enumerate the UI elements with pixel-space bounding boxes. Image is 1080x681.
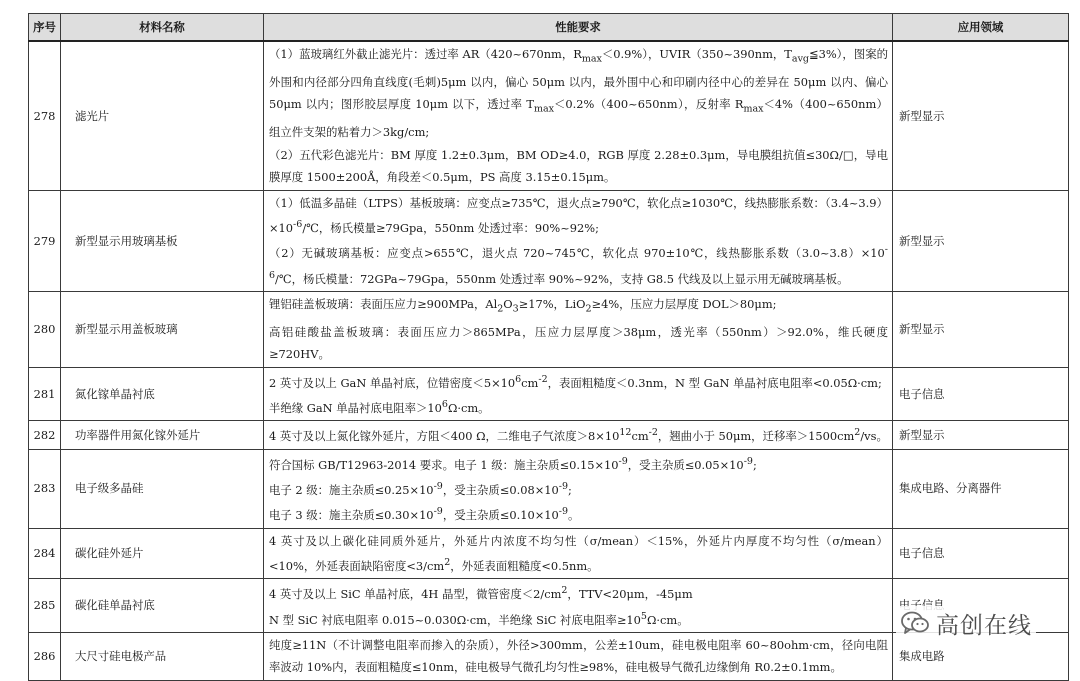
requirement-line: （1）低温多晶硅（LTPS）基板玻璃：应变点≥735℃，退火点≥790℃，软化点≥1030℃，线热膨胀系数：$(3.4\sim 3.9)\times 10^{-6}/℃$，杨氏模量≥79Gpa，550nm 处透过率：90%~92%; <box>269 195 888 235</box>
header-requirements: 性能要求 <box>264 14 893 42</box>
header-application: 应用领域 <box>893 14 1069 42</box>
requirement-line: 2 英寸及以上 GaN 单晶衬底，位错密度$<5\times 10^6cm^{-2}$，表面粗糙度＜0.3nm，N 型 GaN 单晶衬底电阻率<0.05Ω·cm; <box>269 373 882 390</box>
row-number: 281 <box>29 367 61 421</box>
material-name: 碳化硅单晶衬底 <box>61 579 264 633</box>
requirement-line: 符合国标 GB/T12963-2014 要求。电子 1 级：施主杂质$\le 0.15\times 10^{-9}$，受主杂质$\le 0.05\times 10^{-9}$; <box>269 455 757 472</box>
application-field: 集成电路、分离器件 <box>893 449 1069 528</box>
application-field: 电子信息 <box>893 367 1069 421</box>
table-body <box>29 41 1069 680</box>
application-field: 集成电路 <box>893 632 1069 680</box>
row-number: 283 <box>29 449 61 528</box>
watermark <box>896 606 1036 640</box>
header-no: 序号 <box>29 14 61 42</box>
application-field: 新型显示 <box>893 41 1069 190</box>
material-name: 功率器件用氮化镓外延片 <box>61 421 264 449</box>
performance-requirements <box>264 367 893 421</box>
requirement-line: （2）无碱玻璃基板：应变点>655℃，退火点 720~745℃，软化点 970±10℃，线热膨胀系数$(3.0\sim 3.8)\times 10^{-6}/℃$，杨氏模量：72GPa~79Gpa，550nm 处透过率 90%~92%，支持 G8.5 代线及以上显示用无碱玻璃基板。 <box>269 244 888 286</box>
table-row <box>29 367 1069 421</box>
table-row <box>29 421 1069 449</box>
row-number: 280 <box>29 291 61 367</box>
row-number: 285 <box>29 579 61 633</box>
performance-requirements <box>264 190 893 291</box>
table-row <box>29 41 1069 190</box>
requirement-line: 纯度≥11N（不计调整电阻率而掺入的杂质），外径>300mm，公差±10um，硅电极电阻率 60~80ohm·cm，径向电阻率波动 10%内，表面粗糙度≤10nm，硅电极导气微孔均匀性≥98%，硅电极导气微孔边缘倒角 R0.2±0.1mm。 <box>269 637 888 675</box>
material-name: 碳化硅外延片 <box>61 528 264 579</box>
row-number: 278 <box>29 41 61 190</box>
material-name: 新型显示用玻璃基板 <box>61 190 264 291</box>
application-field: 电子信息 <box>893 528 1069 579</box>
table-row <box>29 528 1069 579</box>
table-row <box>29 190 1069 291</box>
requirement-line: 锂铝硅盖板玻璃：表面压应力≥900MPa，$Al_2O_3\ge 17\%$，LiO$_2$≥4%，压应力层厚度 DOL＞80μm; <box>269 296 777 315</box>
materials-table <box>28 13 1069 681</box>
performance-requirements <box>264 291 893 367</box>
row-number: 279 <box>29 190 61 291</box>
requirement-line: 4 英寸及以上氮化镓外延片，方阻＜400 Ω，二维电子气浓度$>8\times 10^{12}cm^{-2}$，翘曲小于 50μm，迁移率$>1500cm^2/vs$。 <box>269 427 888 444</box>
requirement-line: 高铝硅酸盐盖板玻璃：表面压应力＞865MPa，压应力层厚度＞38μm，透光率（550nm）＞92.0%，维氏硬度≥720HV。 <box>269 324 888 362</box>
requirement-line: 电子 2 级：施主杂质$\le 0.25\times 10^{-9}$，受主杂质$\le 0.08\times 10^{-9}$; <box>269 480 572 497</box>
material-name: 氮化镓单晶衬底 <box>61 367 264 421</box>
application-field: 新型显示 <box>893 190 1069 291</box>
performance-requirements <box>264 579 893 633</box>
table-row <box>29 449 1069 528</box>
header-material-name: 材料名称 <box>61 14 264 42</box>
performance-requirements <box>264 421 893 449</box>
row-number: 286 <box>29 632 61 680</box>
row-number: 282 <box>29 421 61 449</box>
requirement-line: （2）五代彩色滤光片：BM 厚度 1.2±0.3μm，BM OD≥4.0，RGB 厚度 2.28±0.3μm，导电膜组抗值≤30Ω/□，导电膜厚度 1500±200Å，角段差＜0.5μm，PS 高度 3.15±0.15μm。 <box>269 147 888 185</box>
material-name: 电子级多晶硅 <box>61 449 264 528</box>
material-name: 新型显示用盖板玻璃 <box>61 291 264 367</box>
requirement-line: 4 英寸及以上碳化硅同质外延片，外延片内浓度不均匀性（σ/mean）＜15%，外延片内厚度不均匀性（σ/mean）<10%，外延表面缺陷密度$<3/cm^2$，外延表面粗糙度<0.5nm。 <box>269 533 888 573</box>
performance-requirements <box>264 41 893 190</box>
requirement-line: 4 英寸及以上 SiC 单晶衬底，4H 晶型，微管密度$<2/cm^2$，TTV<20μm，-45μm <box>269 585 693 602</box>
wechat-icon <box>900 610 930 636</box>
table-row <box>29 291 1069 367</box>
requirement-line: N 型 SiC 衬底电阻率 0.015~0.030Ω·cm，半绝缘 SiC 衬底电阻率$\ge 10^5\Omega\cdot cm$。 <box>269 610 689 627</box>
application-field: 新型显示 <box>893 421 1069 449</box>
material-name: 大尺寸硅电极产品 <box>61 632 264 680</box>
row-number: 284 <box>29 528 61 579</box>
requirement-line: 半绝缘 GaN 单晶衬底电阻率$>10^6\Omega\cdot cm$。 <box>269 399 490 415</box>
performance-requirements <box>264 449 893 528</box>
table-header-row <box>29 14 1069 42</box>
requirement-line: （1）蓝玻璃红外截止滤光片：透过率 AR（420~670nm，$R_{max}<0.9\%$），UVIR（350~390nm，$T_{avg}≦3\%$），图案的外围和内径部分四角直线度(毛刺)5μm 以内，偏心 50μm 以内，最外围中心和印刷内径中心的差异在 50μm 以内、偏心 50μm 以内；图形胶层厚度 10μm 以下，透过率 $T_{max}<0.2\%(400\sim 650nm)$，反射率 $R_{max}<4\%(400\sim 650nm)$组立件支架的粘着力＞3kg/cm; <box>269 47 888 140</box>
performance-requirements <box>264 528 893 579</box>
application-field: 新型显示 <box>893 291 1069 367</box>
performance-requirements <box>264 632 893 680</box>
watermark-text: 高创在线 <box>936 612 1032 639</box>
material-name: 滤光片 <box>61 41 264 190</box>
requirement-line: 电子 3 级：施主杂质$\le 0.30\times 10^{-9}$，受主杂质$\le 0.10\times 10^{-9}$。 <box>269 506 580 523</box>
